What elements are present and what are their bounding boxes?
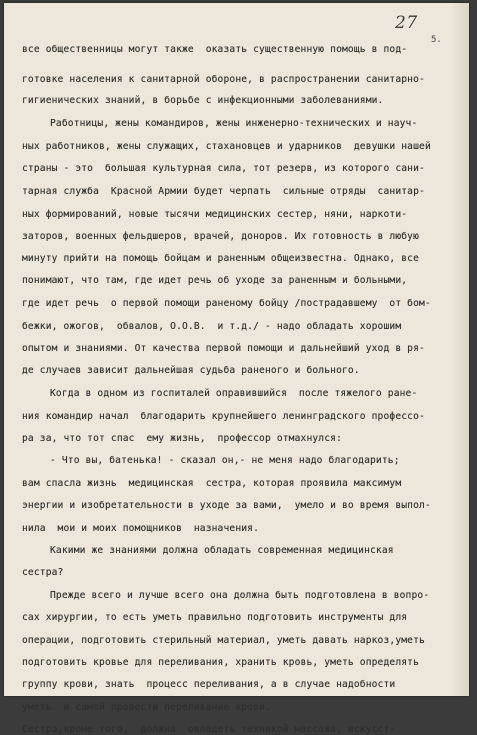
- text-line: - Что вы, батенька! - сказал он,- не меня надо благодарить;: [50, 455, 400, 466]
- text-line: уметь и самой провести переливание крови.: [22, 701, 271, 713]
- text-line: страны - это большая культурная сила, тот резерв, из которого сани-: [22, 163, 425, 174]
- text-line: ных формирований, новые тысячи медицинских сестер, няни, наркоти-: [22, 209, 408, 220]
- text-line: ра за, что тот спас ему жизнь, профессор отмахнулся:: [22, 433, 342, 444]
- text-line: Прежде всего и лучше всего она должна быть подготовлена в вопро-: [50, 590, 430, 601]
- text-line: Какими же знаниями должна обладать современная медицинская: [50, 545, 394, 556]
- text-line: гигиенических знаний, в борьбе с инфекционными заболеваниями.: [22, 95, 384, 106]
- text-line: де случаев зависит дальнейшая судьба раненого и больного.: [22, 365, 360, 376]
- text-line: группу крови, знать процесс переливания, а в случае надобности: [22, 679, 396, 690]
- text-line: готовке населения к санитарной обороне, в распространении санитарно-: [22, 74, 425, 85]
- text-line: понимают, что там, где идет речь об уходе за раненным и больными,: [22, 275, 408, 286]
- text-line: минуту прийти на помощь бойцам и раненным общеизвестна. Однако, все: [22, 253, 420, 264]
- text-line: энергии и изобретательности в уходе за вами, умело и во время выпол-: [22, 500, 431, 511]
- typewritten-page: [4, 3, 469, 735]
- handwritten-page-number: 27: [395, 13, 418, 33]
- text-line: Когда в одном из госпиталей оправившийся после тяжелого ране-: [50, 388, 418, 399]
- text-line: вам спасла жизнь медицинская сестра, которая проявила максимум: [22, 478, 402, 489]
- text-line: бежки, ожогов, обвалов, О.О.В. и т.д./ - надо обладать хорошим: [22, 321, 402, 332]
- text-line: Работницы, жены командиров, жены инженерно-технических и науч-: [50, 118, 418, 129]
- text-line: где идет речь о первой помощи раненому бойцу /пострадавшему от бом-: [22, 298, 431, 309]
- text-line: операции, подготовить стерильный материал, уметь давать наркоз,уметь: [22, 635, 425, 646]
- text-line: сестра?: [22, 567, 64, 578]
- text-line: сах хирургии, то есть уметь правильно подготовить инструменты для: [22, 612, 408, 623]
- text-line: Сестра,кроме того, должна овладеть техникой массажа, искусст-: [22, 724, 396, 735]
- text-line: подготовить кровье для переливания, хранить кровь, уметь определять: [22, 657, 420, 668]
- text-line: все общественницы могут также оказать существенную помощь в под-: [22, 44, 408, 55]
- text-line: опытом и знаниями. От качества первой помощи и дальнейший уход в ря-: [22, 343, 425, 354]
- text-line: тарная служба Красной Армии будет черпать сильные отряды санитар-: [22, 186, 425, 197]
- text-line: нила мои и моих помощников назначения.: [22, 523, 260, 534]
- typed-page-number: 5.: [431, 35, 442, 45]
- text-line: заторов, военных фельдшеров, врачей, доноров. Их готовность в любую: [22, 231, 420, 242]
- text-line: ных работников, жены служащих, стахановцев и ударников девушки нашей: [22, 141, 431, 152]
- text-line: ния командир начал благодарить крупнейшего ленинградского профессо-: [22, 411, 425, 422]
